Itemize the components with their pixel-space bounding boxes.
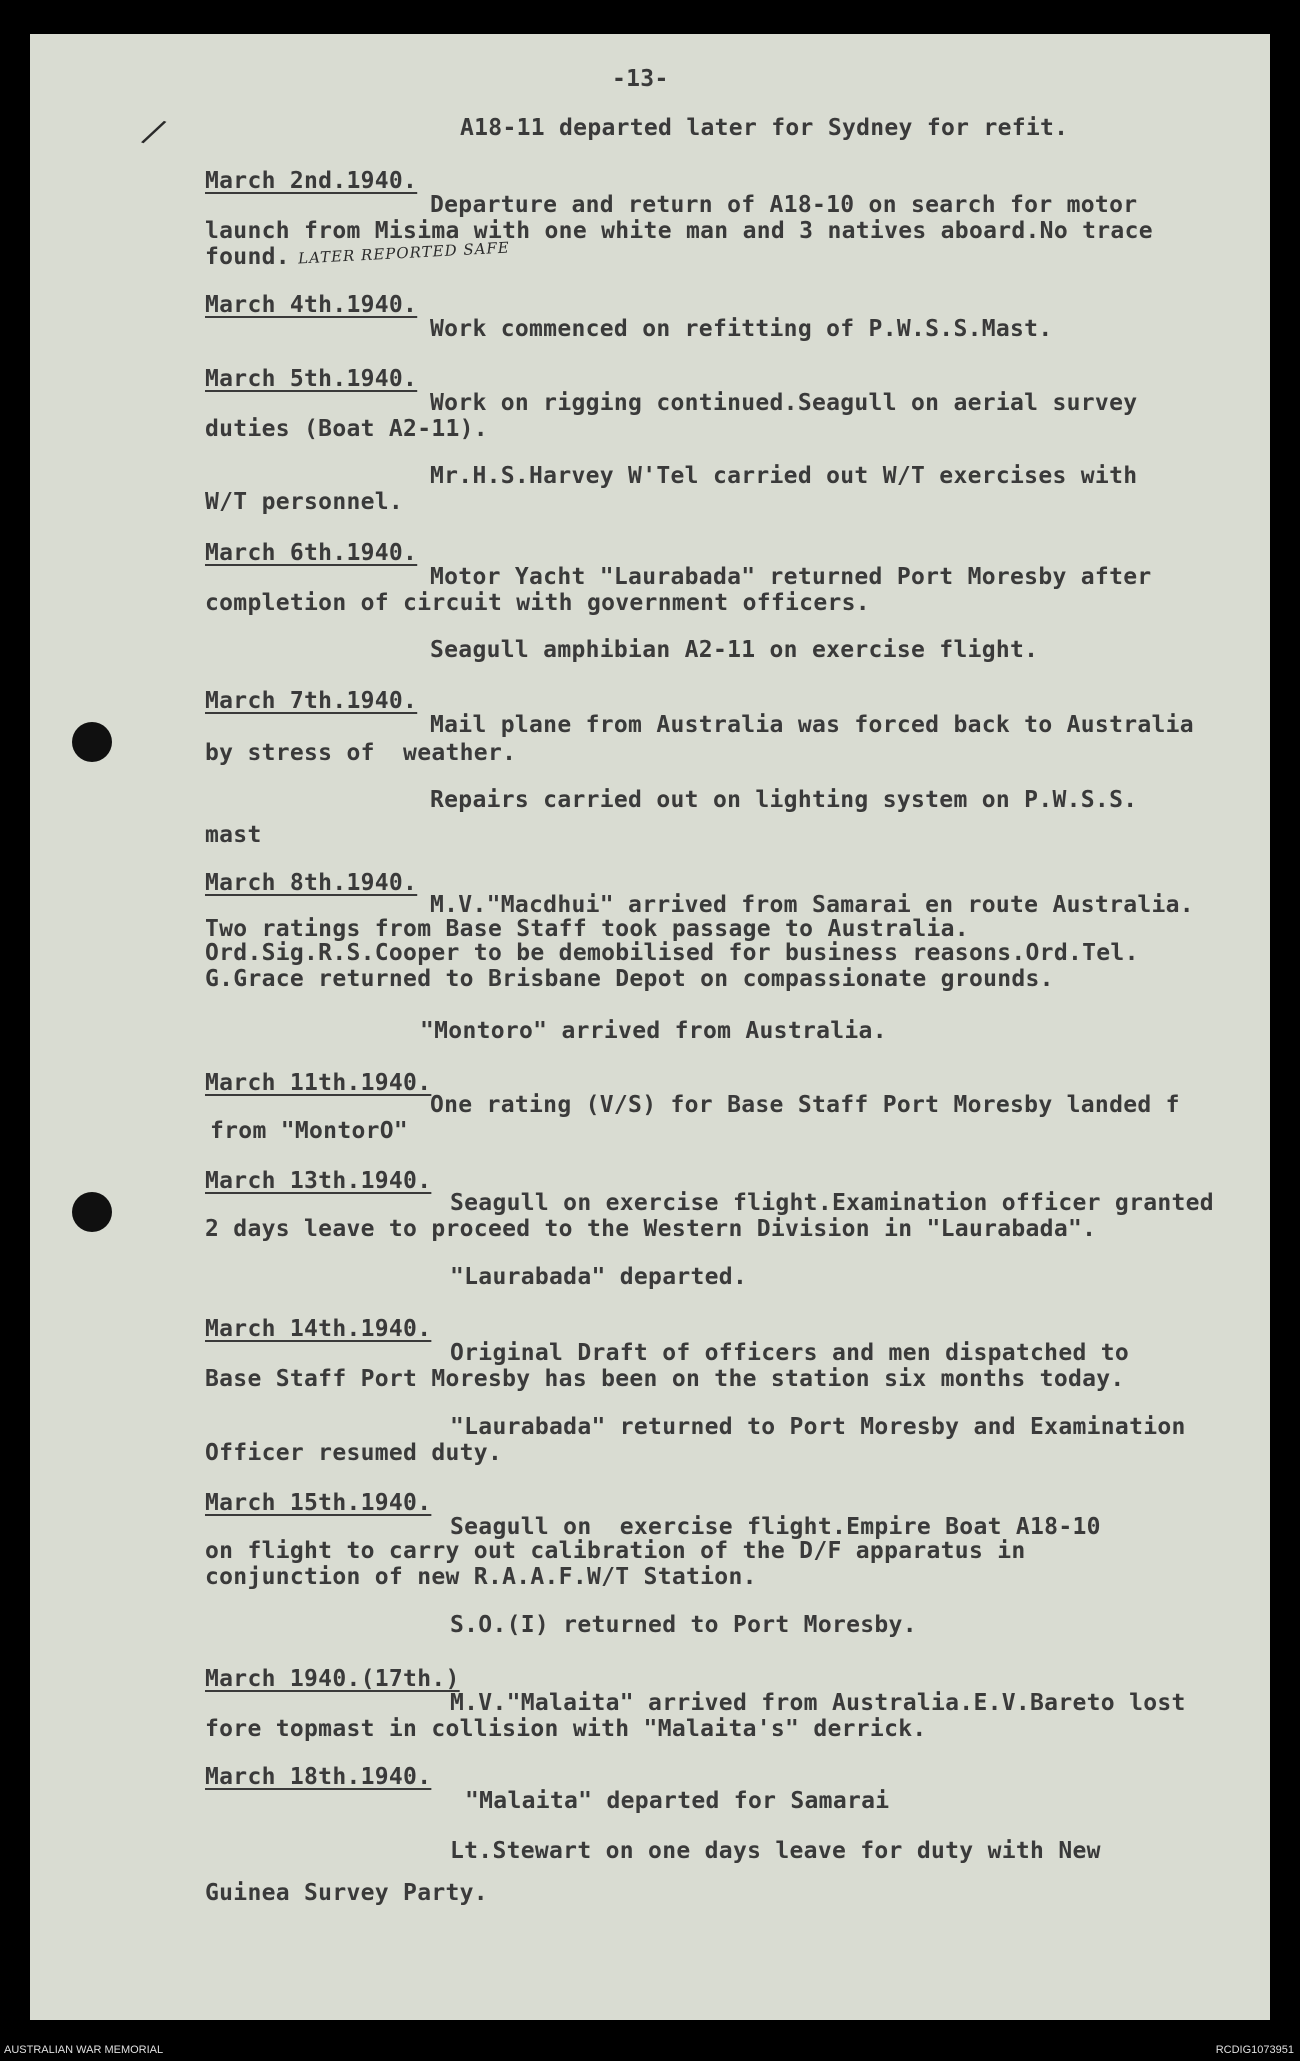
entry-text: Mail plane from Australia was forced back to Australia [430, 712, 1194, 738]
entry-date: March 15th.1940. [205, 1490, 432, 1516]
entry-text: Original Draft of officers and men dispatched to [450, 1340, 1130, 1366]
entry-text: Officer resumed duty. [205, 1440, 503, 1466]
entry-text: W/T personnel. [205, 489, 404, 515]
entry-text: Ord.Sig.R.S.Cooper to be demobilised for business reasons.Ord.Tel. [205, 940, 1139, 966]
entry-text: duties (Boat A2-11). [205, 416, 488, 442]
punch-hole-top [72, 722, 112, 762]
entry-text: fore topmast in collision with "Malaita's" derrick. [205, 1716, 927, 1742]
entry-text: S.O.(I) returned to Port Moresby. [450, 1612, 917, 1638]
footer-right: RCDIG1073951 [1215, 2044, 1294, 2056]
entry-text: "Montoro" arrived from Australia. [420, 1018, 887, 1044]
entry-text: Base Staff Port Moresby has been on the station six months today. [205, 1366, 1125, 1392]
page-number: -13- [612, 66, 669, 92]
entry-text: Motor Yacht "Laurabada" returned Port Moresby after [430, 564, 1152, 590]
entry-text: mast [205, 822, 262, 848]
entry-text: conjunction of new R.A.A.F.W/T Station. [205, 1564, 757, 1590]
punch-hole-bottom [72, 1192, 112, 1232]
entry-date: March 5th.1940. [205, 366, 418, 392]
entry-text: by stress of weather. [205, 740, 517, 766]
entry-date: March 14th.1940. [205, 1316, 432, 1342]
entry-text: Lt.Stewart on one days leave for duty with New [450, 1838, 1101, 1864]
entry-text: "Laurabada" departed. [450, 1264, 748, 1290]
entry-text: Mr.H.S.Harvey W'Tel carried out W/T exercises with [430, 463, 1138, 489]
entry-text: Two ratings from Base Staff took passage to Australia. [205, 916, 969, 942]
entry-text: G.Grace returned to Brisbane Depot on compassionate grounds. [205, 966, 1054, 992]
handwritten-note: LATER REPORTED SAFE [297, 238, 511, 268]
entry-text: completion of circuit with government officers. [205, 590, 870, 616]
entry-date: March 6th.1940. [205, 540, 418, 566]
entry-date: March 4th.1940. [205, 292, 418, 318]
entry-text: found. [205, 244, 290, 270]
entry-date: March 11th.1940. [205, 1070, 432, 1096]
entry-text: M.V."Malaita" arrived from Australia.E.V.Bareto lost [450, 1690, 1186, 1716]
entry-text: One rating (V/S) for Base Staff Port Moresby landed f [430, 1092, 1180, 1118]
entry-text: Work on rigging continued.Seagull on aerial survey [430, 390, 1138, 416]
entry-text: Seagull amphibian A2-11 on exercise flight. [430, 637, 1039, 663]
entry-text: Work commenced on refitting of P.W.S.S.Mast. [430, 316, 1053, 342]
entry-text: Seagull on exercise flight.Examination officer granted [450, 1190, 1214, 1216]
entry-text: Seagull on exercise flight.Empire Boat A18-10 [450, 1514, 1101, 1540]
entry-text: M.V."Macdhui" arrived from Samarai en route Australia. [430, 892, 1194, 918]
entry-text: Guinea Survey Party. [205, 1880, 488, 1906]
entry-date: March 7th.1940. [205, 688, 418, 714]
footer-left: AUSTRALIAN WAR MEMORIAL [4, 2044, 164, 2056]
entry-date: March 2nd.1940. [205, 168, 418, 194]
entry-date: March 8th.1940. [205, 870, 418, 896]
entry-text: 2 days leave to proceed to the Western Division in "Laurabada". [205, 1216, 1097, 1242]
handwritten-tick: / [141, 111, 167, 153]
entry-text: "Laurabada" returned to Port Moresby and Examination [450, 1414, 1186, 1440]
entry-date: March 18th.1940. [205, 1764, 432, 1790]
entry-text: on flight to carry out calibration of the D/F apparatus in [205, 1538, 1026, 1564]
entry-date: March 13th.1940. [205, 1168, 432, 1194]
entry-text: Departure and return of A18-10 on search for motor [430, 192, 1138, 218]
entry-text: from "MontorO" [210, 1118, 409, 1144]
entry-text: "Malaita" departed for Samarai [465, 1788, 890, 1814]
entry-text: launch from Misima with one white man and 3 natives aboard.No trace [205, 218, 1153, 244]
entry-date: March 1940.(17th.) [205, 1666, 460, 1692]
entry-text: A18-11 departed later for Sydney for refit. [460, 115, 1069, 141]
entry-text: Repairs carried out on lighting system on P.W.S.S. [430, 787, 1138, 813]
